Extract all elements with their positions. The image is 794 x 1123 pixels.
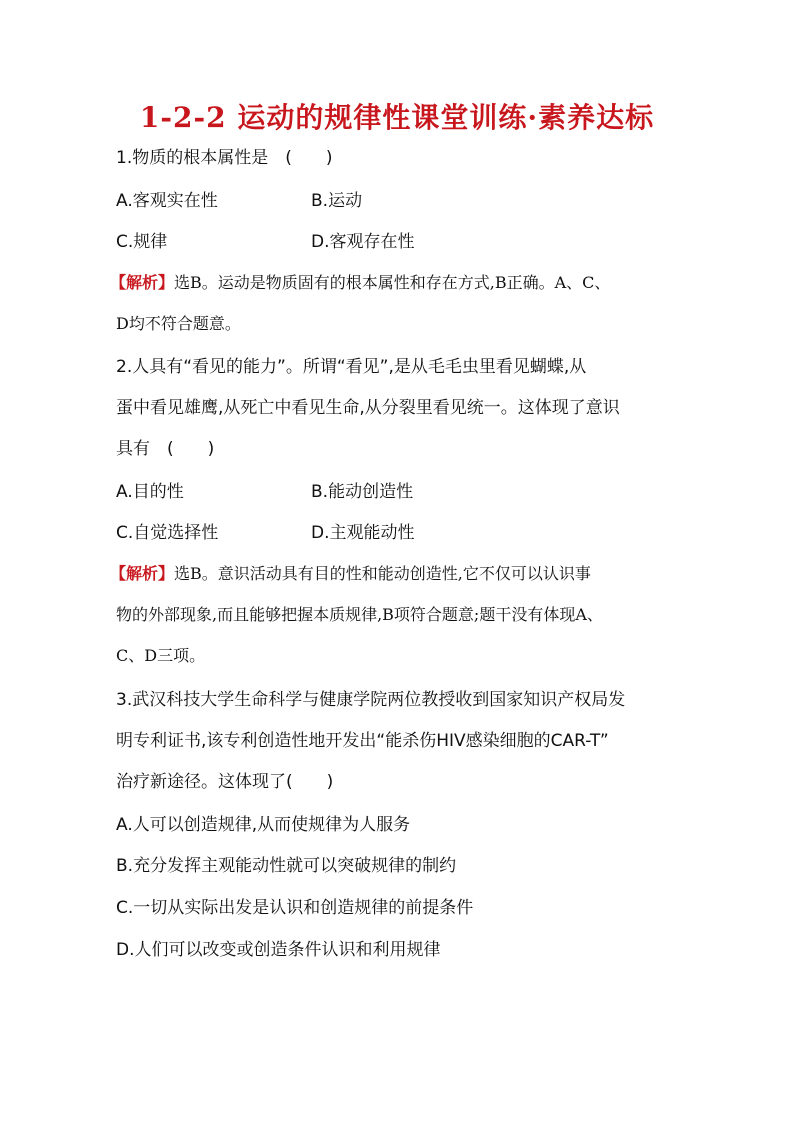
question-1-option-a: A.客观实在性: [116, 191, 218, 211]
question-1-analysis-line-2: D均不符合题意。: [116, 314, 241, 333]
analysis-tag: 【解析】: [110, 273, 175, 292]
question-3-option-a: A.人可以创造规律,从而使规律为人服务: [116, 815, 411, 835]
question-2-analysis-line-3: C、D三项。: [116, 646, 206, 665]
question-1-option-c: C.规律: [116, 232, 168, 252]
question-2-option-b: B.能动创造性: [311, 482, 414, 502]
question-3-stem-line-3: 治疗新途径。这体现了( ): [116, 772, 334, 792]
question-1-option-d: D.客观存在性: [311, 232, 415, 252]
question-2-stem-line-3: 具有 ( ): [116, 439, 215, 459]
analysis-tag: 【解析】: [110, 564, 175, 583]
analysis-text: 选B。运动是物质固有的根本属性和存在方式,B正确。A、C、: [174, 273, 611, 292]
question-2-option-a: A.目的性: [116, 482, 184, 502]
question-2-analysis-line-1: [110, 562, 591, 586]
analysis-text: 选B。意识活动具有目的性和能动创造性,它不仅可以认识事: [174, 564, 591, 583]
question-2-option-c: C.自觉选择性: [116, 523, 219, 543]
question-1-analysis-line-1: [110, 271, 610, 295]
question-3-stem-line-2: 明专利证书,该专利创造性地开发出“能杀伤HIV感染细胞的CAR-T”: [116, 731, 609, 751]
page-title: 1-2-2 运动的规律性课堂训练·素养达标: [139, 101, 655, 134]
question-1-option-b: B.运动: [311, 191, 363, 211]
question-2-option-d: D.主观能动性: [311, 523, 415, 543]
question-1-stem: 1.物质的根本属性是 ( ): [116, 148, 333, 168]
question-3-option-d: D.人们可以改变或创造条件认识和利用规律: [116, 940, 441, 960]
question-2-stem-line-2: 蛋中看见雄鹰,从死亡中看见生命,从分裂里看见统一。这体现了意识: [116, 398, 620, 418]
question-2-analysis-line-2: 物的外部现象,而且能够把握本质规律,B项符合题意;题干没有体现A、: [116, 605, 603, 624]
question-3-stem-line-1: 3.武汉科技大学生命科学与健康学院两位教授收到国家知识产权局发: [116, 690, 626, 710]
question-3-option-b: B.充分发挥主观能动性就可以突破规律的制约: [116, 856, 457, 876]
question-3-option-c: C.一切从实际出发是认识和创造规律的前提条件: [116, 898, 474, 918]
question-2-stem-line-1: 2.人具有“看见的能力”。所谓“看见”,是从毛毛虫里看见蝴蝶,从: [116, 357, 587, 377]
